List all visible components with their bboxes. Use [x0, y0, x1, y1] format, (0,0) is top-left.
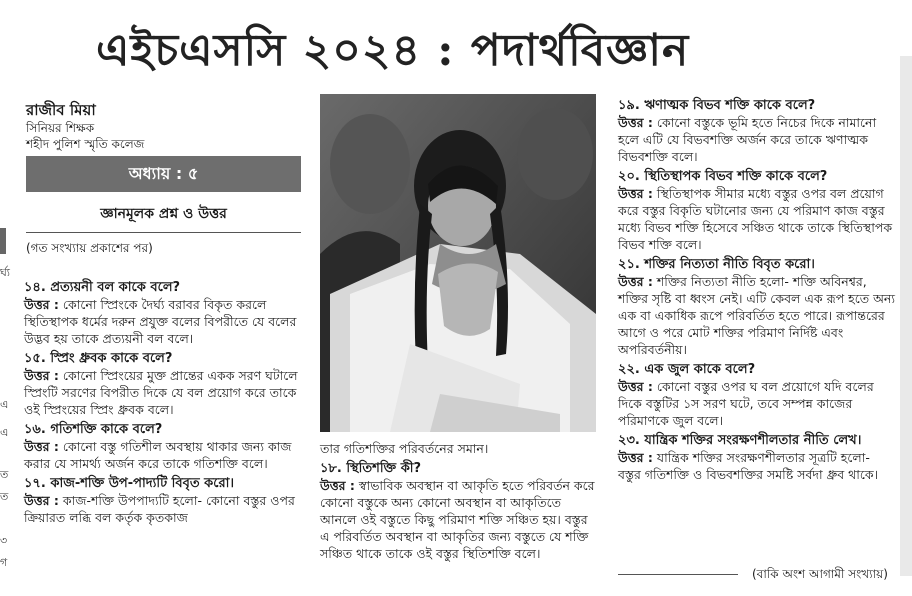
section-heading: জ্ঞানমূলক প্রশ্ন ও উত্তর: [100, 206, 227, 222]
adjacent-column-fragment: ত: [0, 468, 9, 481]
answer-20: উত্তর : স্থিতিস্থাপক সীমার মধ্যে বস্তুর ওপর বল প্রয়োগ করে বস্তুর বিকৃতি ঘটানোর জন্য যে পরিমাণ কাজ বস্তুর মধ্যে বিভব শক্তি হিসেবে সঞ্চিত থাকে তাকে স্থিতিস্থাপক বিভব শক্তি বলে।: [618, 186, 893, 252]
student-illustration: [320, 94, 596, 432]
answer-18: উত্তর : স্বাভাবিক অবস্থান বা আকৃতি হতে পরিবর্তন করে কোনো বস্তুকে অন্য কোনো অবস্থান বা আকৃতিতে আনলে ওই বস্তুতে কিছু পরিমাণ শক্তি সঞ্চিত হয়। বস্তুর এ পরিবর্তিত অবস্থান বা আকৃতির জন্য বস্তুতে যে শক্তি সঞ্চিত থাকে তাকে ওই বস্তুর স্থিতিশক্তি বলে।: [320, 478, 595, 561]
answer-19: উত্তর : কোনো বস্তুকে ভূমি হতে নিচের দিকে নামানো হলে এটি যে বিভবশক্তি অর্জন করে তাকে ঋণাত্মক বিভবশক্তি বলে।: [618, 115, 877, 164]
answer-15: উত্তর : কোনো স্প্রিংয়ের মুক্ত প্রান্তের একক সরণ ঘটালে স্প্রিংটি সরণের বিপরীত দিকে যে বল প্রয়োগ করে তাকে ওই স্প্রিংয়ের স্প্রিং ধ্রুবক বলে।: [24, 368, 298, 417]
adjacent-column-fragment: র্ঘ্য: [0, 266, 10, 279]
adjacent-column-fragment: ৩: [0, 534, 8, 547]
section-divider: [26, 232, 301, 233]
question-18: ১৮. স্থিতিশক্তি কী?: [320, 461, 422, 476]
answer-23: উত্তর : যান্ত্রিক শক্তির সংরক্ষণশীলতার সূত্রটি হলো- বস্তুর গতিশক্তি ও বিভবশক্তির সমষ্টি সর্বদা ধ্রুব থাকে।: [618, 450, 879, 482]
adjacent-column-fragment: এ: [0, 426, 9, 439]
question-15: ১৫. স্প্রিং ধ্রুবক কাকে বলে?: [24, 351, 173, 366]
answer-label: উত্তর :: [24, 493, 59, 508]
answer-21: উত্তর : শক্তির নিত্যতা নীতি হলো- শক্তি অবিনশ্বর, শক্তির সৃষ্টি বা ধ্বংস নেই। এটি কেবল এক রূপ হতে অন্য এক বা একাধিক রূপে পরিবর্তিত হতে পারে। রূপান্তরের আগে ও পরে মোট শক্তির পরিমাণ নির্দিষ্ট এবং অপরিবর্তনীয়।: [618, 274, 895, 357]
adjacent-column-bar: [0, 228, 6, 254]
student-photo: [320, 94, 596, 432]
byline: [26, 100, 306, 152]
answer-label: উত্তর :: [24, 439, 59, 454]
answer-17: উত্তর : কাজ-শক্তি উপপাদ্যটি হলো- কোনো বস্তুর ওপর ক্রিয়ারত লব্ধি বল কর্তৃক কৃতকাজ: [24, 493, 295, 525]
author-name: রাজীব মিয়া: [26, 101, 96, 119]
answer-label: উত্তর :: [618, 186, 653, 201]
author-institution: শহীদ পুলিশ স্মৃতি কলেজ: [26, 137, 145, 151]
answer-label: উত্তর :: [24, 368, 59, 383]
author-role: সিনিয়র শিক্ষক: [26, 121, 95, 135]
continued-divider: [618, 574, 738, 575]
answer-label: উত্তর :: [320, 478, 355, 493]
column-3: [618, 94, 896, 483]
question-14: ১৪. প্রত্যয়নী বল কাকে বলে?: [24, 280, 181, 295]
continued-note: (বাকি অংশ আগামী সংখ্যায়): [752, 567, 888, 581]
previous-issue-note: (গত সংখ্যায় প্রকাশের পর): [26, 241, 153, 255]
answer-label: উত্তর :: [618, 450, 653, 465]
question-16: ১৬. গতিশক্তি কাকে বলে?: [24, 422, 163, 437]
question-21: ২১. শক্তির নিত্যতা নীতি বিবৃত করো।: [618, 257, 815, 272]
question-22: ২২. এক জুল কাকে বলে?: [618, 362, 756, 377]
question-20: ২০. স্থিতিস্থাপক বিভব শক্তি কাকে বলে?: [618, 169, 828, 184]
question-23: ২৩. যান্ত্রিক শক্তির সংরক্ষণশীলতার নীতি লেখ।: [618, 433, 862, 448]
chapter-label: অধ্যায় : ৫: [128, 163, 199, 183]
question-17: ১৭. কাজ-শক্তি উপ-পাদ্যটি বিবৃত করো।: [24, 476, 235, 491]
column-2: [320, 440, 596, 562]
adjacent-column-fragment: ত: [0, 490, 9, 503]
answer-16: উত্তর : কোনো বস্তু গতিশীল অবস্থায় থাকার জন্য কাজ করার যে সামর্থ্য অর্জন করে তাকে গতিশক্তি বলে।: [24, 439, 292, 471]
answer-22: উত্তর : কোনো বস্তুর ওপর ঘ বল প্রয়োগে যদি বলের দিকে বস্তুটির ১স সরণ ঘটে, তবে সম্পন্ন কাজের পরিমাণকে জুল বলে।: [618, 379, 874, 428]
answer-label: উত্তর :: [618, 115, 653, 130]
answer-label: উত্তর :: [24, 297, 59, 312]
question-19: ১৯. ঋণাত্মক বিভব শক্তি কাকে বলে?: [618, 98, 816, 113]
adjacent-column-fragment: গ: [0, 556, 8, 569]
adjacent-column-fragment: এ: [0, 398, 9, 411]
column-2-lead: তার গতিশক্তির পরিবর্তনের সমান।: [320, 441, 489, 456]
chapter-banner: [26, 156, 301, 192]
page-title: এইচএসসি ২০২৪ : পদার্থবিজ্ঞান: [96, 25, 690, 76]
answer-14: উত্তর : কোনো স্প্রিংকে দৈর্ঘ্য বরাবর বিকৃত করলে স্থিতিস্থাপক ধর্মের দরুন প্রযুক্ত বলের বিপরীতে যে বলের উদ্ভব হয় তাকে প্রত্যয়নী বল বলে।: [24, 297, 297, 346]
column-1: [24, 276, 306, 526]
page-edge: [900, 56, 912, 576]
answer-label: উত্তর :: [618, 379, 653, 394]
answer-label: উত্তর :: [618, 274, 653, 289]
